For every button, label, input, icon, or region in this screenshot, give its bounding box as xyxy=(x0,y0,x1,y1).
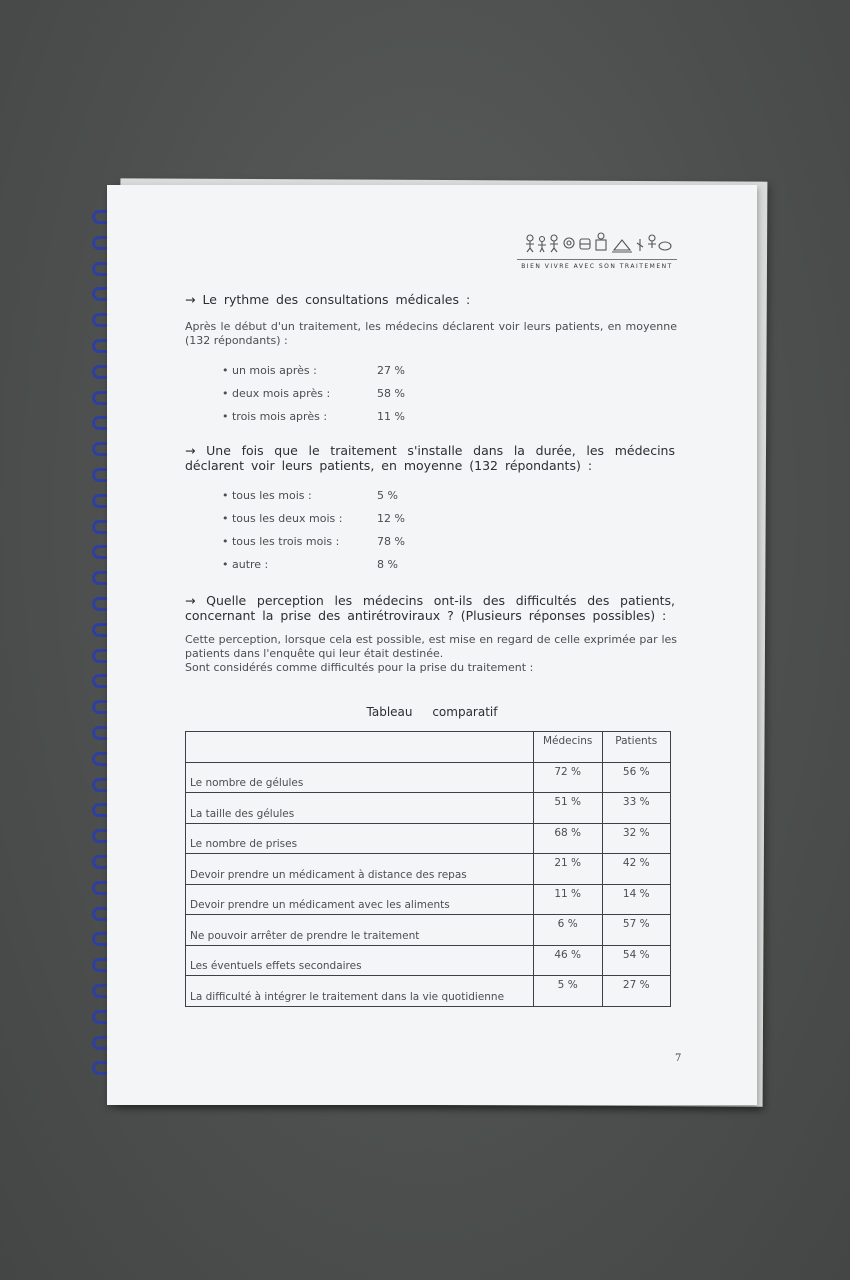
document-page xyxy=(107,185,757,1105)
table-cell: 51 % xyxy=(533,793,602,824)
section1-heading: → Le rythme des consultations médicales : xyxy=(185,292,471,307)
list-item: • un mois après : xyxy=(222,364,317,377)
table-header-row xyxy=(186,732,671,763)
table-header-cell xyxy=(186,732,534,763)
table-row xyxy=(186,976,671,1007)
table-cell: 57 % xyxy=(602,915,670,946)
list-item: • autre : xyxy=(222,558,269,571)
table-cell: La difficulté à intégrer le traitement dans la vie quotidienne xyxy=(186,976,534,1007)
table-cell: 68 % xyxy=(533,823,602,854)
logo-rule xyxy=(517,259,677,260)
table-cell: 56 % xyxy=(602,762,670,793)
list-item: • tous les mois : xyxy=(222,489,312,502)
logo-figures-icon xyxy=(517,231,677,257)
logo-tagline: BIEN VIVRE AVEC SON TRAITEMENT xyxy=(521,263,673,270)
table-row xyxy=(186,793,671,824)
table-cell: 27 % xyxy=(602,976,670,1007)
table-cell: 5 % xyxy=(533,976,602,1007)
logo xyxy=(517,231,677,270)
list-item: • deux mois après : xyxy=(222,387,331,400)
table-cell: 32 % xyxy=(602,823,670,854)
table-row xyxy=(186,823,671,854)
list-value: 58 % xyxy=(377,387,405,400)
list-value: 27 % xyxy=(377,364,405,377)
table-cell: Les éventuels effets secondaires xyxy=(186,945,534,976)
table-cell: 33 % xyxy=(602,793,670,824)
section1-intro: Après le début d'un traitement, les médecins déclarent voir leurs patients, en moyenne (132 répondants) : xyxy=(185,320,677,347)
section3-subtitle: Sont considérés comme difficultés pour la prise du traitement : xyxy=(185,661,534,674)
table-cell: La taille des gélules xyxy=(186,793,534,824)
table-cell: Ne pouvoir arrêter de prendre le traitement xyxy=(186,915,534,946)
table-title: Tableau comparatif xyxy=(366,705,498,719)
table-cell: 42 % xyxy=(602,854,670,885)
table-cell: 46 % xyxy=(533,945,602,976)
list-item: • tous les trois mois : xyxy=(222,535,340,548)
list-value: 78 % xyxy=(377,535,405,548)
table-cell: Devoir prendre un médicament avec les aliments xyxy=(186,884,534,915)
table-cell: 21 % xyxy=(533,854,602,885)
list-value: 12 % xyxy=(377,512,405,525)
table-header-cell: Médecins xyxy=(533,732,602,763)
table-row xyxy=(186,854,671,885)
list-item: • tous les deux mois : xyxy=(222,512,343,525)
section2-heading: → Une fois que le traitement s'installe dans la durée, les médecins déclarent voir leurs patients, en moyenne (132 répondants) : xyxy=(185,443,675,473)
list-value: 8 % xyxy=(377,558,398,571)
table-cell: Le nombre de gélules xyxy=(186,762,534,793)
section3-heading: → Quelle perception les médecins ont-ils des difficultés des patients, concernant la prise des antirétroviraux ? (Plusieurs réponses possibles) : xyxy=(185,593,675,623)
table-cell: Devoir prendre un médicament à distance des repas xyxy=(186,854,534,885)
table-cell: 72 % xyxy=(533,762,602,793)
table-header-cell: Patients xyxy=(602,732,670,763)
table-cell: Le nombre de prises xyxy=(186,823,534,854)
table-row xyxy=(186,884,671,915)
table-cell: 11 % xyxy=(533,884,602,915)
comparison-table xyxy=(185,731,671,1007)
table-row xyxy=(186,945,671,976)
table-row xyxy=(186,762,671,793)
table-row xyxy=(186,915,671,946)
section3-paragraph: Cette perception, lorsque cela est possible, est mise en regard de celle exprimée par les patients dans l'enquête qui leur était destinée. xyxy=(185,633,677,660)
figures-icon xyxy=(522,231,672,253)
page-number: 7 xyxy=(675,1053,682,1064)
table-cell: 54 % xyxy=(602,945,670,976)
table-cell: 14 % xyxy=(602,884,670,915)
table-cell: 6 % xyxy=(533,915,602,946)
list-item: • trois mois après : xyxy=(222,410,328,423)
list-value: 5 % xyxy=(377,489,398,502)
list-value: 11 % xyxy=(377,410,405,423)
